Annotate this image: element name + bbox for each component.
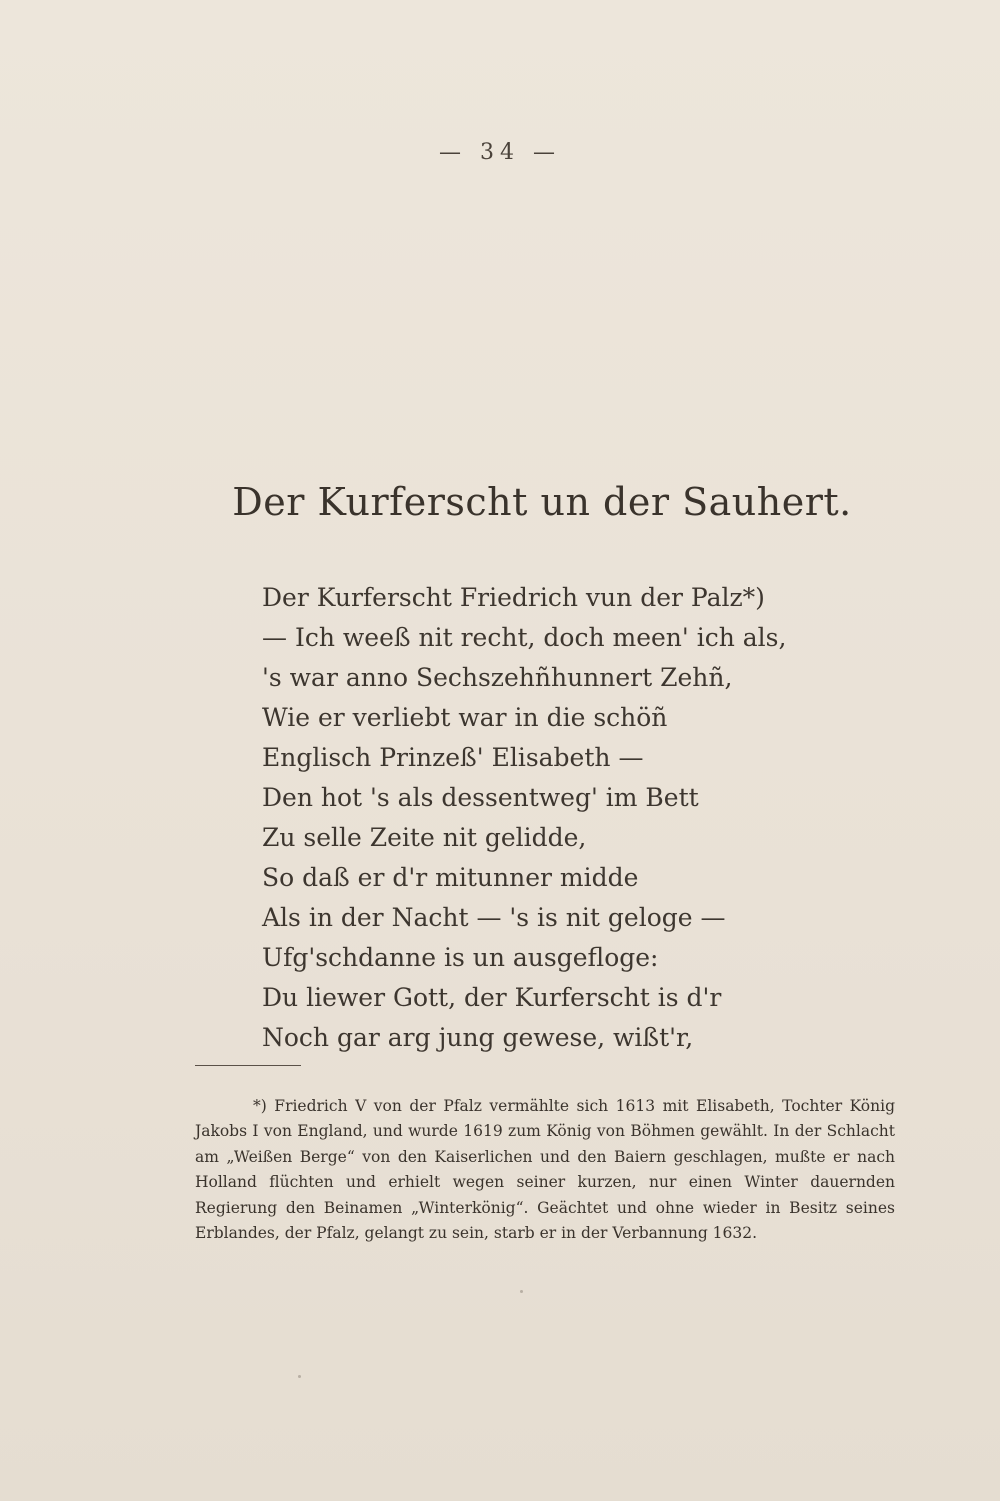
poem-line: So daß er d'r mitunner midde bbox=[262, 863, 639, 892]
paper-speck bbox=[520, 1290, 523, 1293]
poem-line: 's war anno Sechszehñhunnert Zehñ, bbox=[262, 663, 733, 692]
poem-line: Ufg'schdanne is un ausgefloge: bbox=[262, 943, 659, 972]
poem-body bbox=[262, 578, 862, 1058]
poem-line: Noch gar arg jung gewese, wißt'r, bbox=[262, 1023, 694, 1052]
poem-title: Der Kurferscht un der Sauhert. bbox=[232, 480, 852, 524]
poem-line: Zu selle Zeite nit gelidde, bbox=[262, 823, 587, 852]
page-number: — 34 — bbox=[439, 140, 561, 165]
poem-line: Englisch Prinzeß' Elisabeth — bbox=[262, 743, 644, 772]
poem-line: Den hot 's als dessentweg' im Bett bbox=[262, 783, 699, 812]
footnote: *) Friedrich V von der Pfalz vermählte sich 1613 mit Elisabeth, Tochter König Jakobs I von England, und wurde 1619 zum König von Böhmen gewählt. In der Schlacht am „Weißen Berge“ von den Kaiserlichen und den Baiern geschlagen, mußte er nach Holland flüchten und erhielt wegen seiner kurzen, nur einen Winter dauernden Regierung den Beinamen „Winterkönig“. Geächtet und ohne wieder in Besitz seines Erblandes, der Pfalz, gelangt zu sein, starb er in der Verbannung 1632. bbox=[195, 1096, 895, 1242]
poem-line: — Ich weeß nit recht, doch meen' ich als, bbox=[262, 623, 787, 652]
poem-line: Wie er verliebt war in die schöñ bbox=[262, 703, 668, 732]
poem-line: Der Kurferscht Friedrich vun der Palz*) bbox=[262, 583, 765, 612]
footnote-divider bbox=[195, 1065, 301, 1066]
poem-line: Du liewer Gott, der Kurferscht is d'r bbox=[262, 983, 722, 1012]
paper-speck bbox=[298, 1375, 301, 1378]
poem-line: Als in der Nacht — 's is nit geloge — bbox=[262, 903, 726, 932]
